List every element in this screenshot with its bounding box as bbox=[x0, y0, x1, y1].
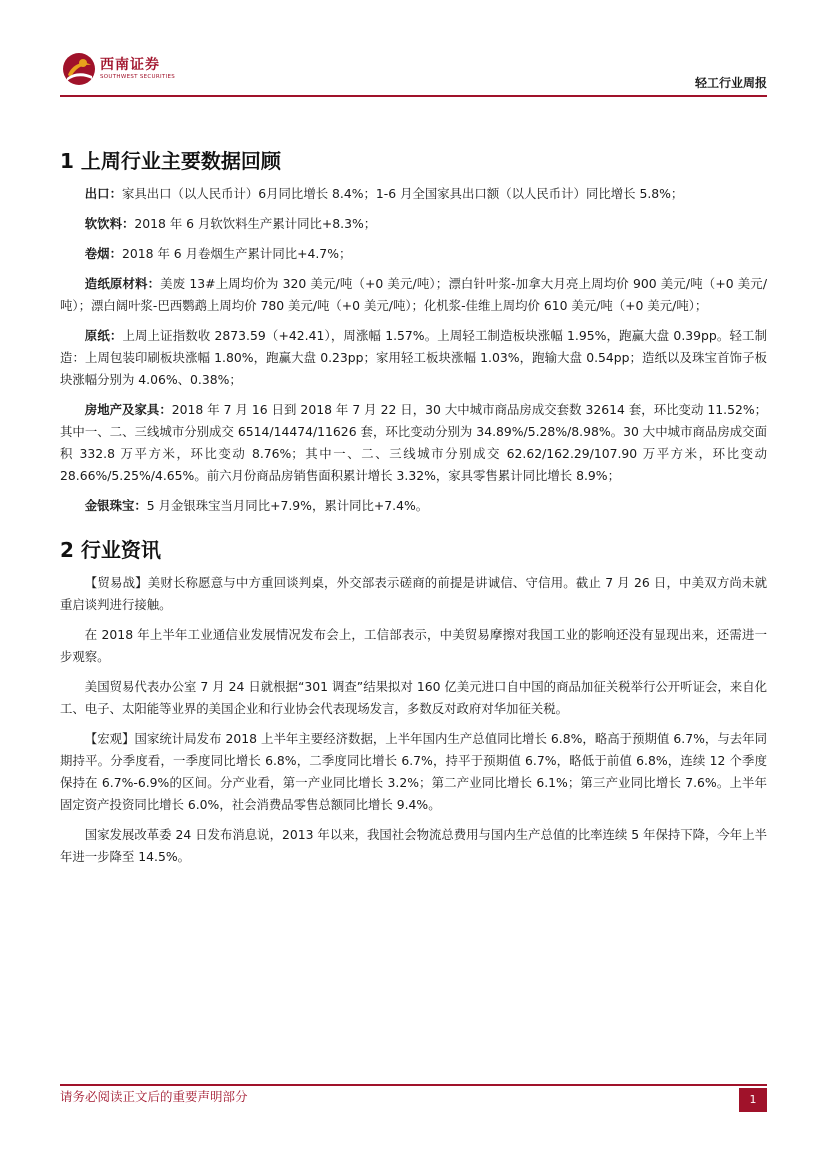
paragraph-ustr-hearing: 美国贸易代表办公室 7 月 24 日就根据“301 调查”结果拟对 160 亿美元进口自中国的商品加征关税举行公开听证会，来自化工、电子、太阳能等业界的美国企业和行业协会代表现场发言，多数反对政府对华加征关税。 bbox=[60, 679, 767, 716]
logo-english-name: SOUTHWEST SECURITIES bbox=[100, 74, 176, 80]
paragraph-real-estate-furniture bbox=[60, 399, 767, 487]
paragraph-logistics: 国家发展改革委 24 日发布消息说，2013 年以来，我国社会物流总费用与国内生产总值的比率连续 5 年保持下降，今年上半年进一步降至 14.5%。 bbox=[60, 827, 767, 864]
page-number: 1 bbox=[739, 1088, 767, 1112]
paragraph-miit: 在 2018 年上半年工业通信业发展情况发布会上，工信部表示，中美贸易摩擦对我国工业的影响还没有显现出来，还需进一步观察。 bbox=[60, 627, 767, 664]
paragraph-soft-drinks bbox=[60, 213, 767, 235]
logo-chinese-name: 西南证券 bbox=[100, 57, 160, 73]
paragraph-label: 房地产及家具： bbox=[84, 402, 172, 417]
paragraph-label: 软饮料： bbox=[84, 216, 135, 231]
header-divider bbox=[60, 95, 767, 97]
paragraph-text: 2018 年 6 月软饮料生产累计同比+8.3%； bbox=[134, 216, 377, 231]
paragraph-text: 美废 13#上周均价为 320 美元/吨（+0 美元/吨）；漂白针叶浆-加拿大月亮上周均价 900 美元/吨（+0 美元/吨）；漂白阔叶浆-巴西鹦鹉上周均价 780 美元/吨（+0 美元/吨）；化机浆-佳维上周均价 610 美元/吨（+0 美元/吨）； bbox=[60, 276, 767, 313]
paragraph-paper-raw-materials bbox=[60, 273, 767, 317]
paragraph-label: 造纸原材料： bbox=[84, 276, 161, 291]
paragraph-text: 家具出口（以人民币计）6月同比增长 8.4%；1-6 月全国家具出口额（以人民币计）同比增长 5.8%； bbox=[121, 186, 684, 201]
document-body bbox=[60, 146, 767, 876]
report-type-label: 轻工行业周报 bbox=[694, 76, 767, 90]
paragraph-text: 2018 年 7 月 16 日到 2018 年 7 月 22 日，30 大中城市商品房成交套数 32614 套，环比变动 11.52%；其中一、二、三线城市分别成交 6514/14474/11626 套，环比变动分别为 34.89%/5.28%/8.98%。30 大中城市商品房成交面积 332.8 万平方米，环比变动 8.76%；其中一、二、三线城市分别成交 62.62/162.29/107.90 万平方米，环比变动 28.66%/5.25%/4.65%。前六月份商品房销售面积累计增长 3.32%，家具零售累计同比增长 8.9%； bbox=[60, 402, 768, 483]
paragraph-trade-war: 【贸易战】美财长称愿意与中方重回谈判桌，外交部表示磋商的前提是讲诚信、守信用。截止 7 月 26 日，中美双方尚未就重启谈判进行接触。 bbox=[60, 575, 767, 612]
paragraph-base-paper bbox=[60, 325, 767, 391]
footer-divider bbox=[60, 1084, 767, 1086]
paragraph-label: 卷烟： bbox=[84, 246, 122, 261]
section-heading-data-review: 1 上周行业主要数据回顾 bbox=[60, 149, 281, 173]
paragraph-macro: 【宏观】国家统计局发布 2018 上半年主要经济数据，上半年国内生产总值同比增长 6.8%，略高于预期值 6.7%，与去年同期持平。分季度看，一季度同比增长 6.8%，二季度同比增长 6.7%，持平于预期值 6.7%，略低于前值 6.8%，连续 12 个季度保持在 6.7%-6.9%的区间。分产业看，第一产业同比增长 3.2%；第二产业同比增长 6.1%；第三产业同比增长 7.6%。上半年固定资产投资同比增长 6.0%，社会消费品零售总额同比增长 9.4%。 bbox=[60, 731, 767, 812]
paragraph-label: 出口： bbox=[84, 186, 122, 201]
paragraph-cigarettes bbox=[60, 243, 767, 265]
paragraph-label: 金银珠宝： bbox=[84, 498, 147, 513]
company-logo bbox=[62, 52, 192, 86]
section-heading-industry-news: 2 行业资讯 bbox=[60, 538, 161, 562]
page-header bbox=[0, 0, 827, 100]
logo-emblem-icon bbox=[62, 52, 96, 86]
paragraph-jewelry bbox=[60, 495, 767, 517]
paragraph-text: 2018 年 6 月卷烟生产累计同比+4.7%； bbox=[121, 246, 352, 261]
paragraph-text: 上周上证指数收 2873.59（+42.41），周涨幅 1.57%。上周轻工制造板块涨幅 1.95%，跑赢大盘 0.39pp。轻工制造：上周包装印刷板块涨幅 1.80%，跑赢大盘 0.23pp；家用轻工板块涨幅 1.03%，跑输大盘 0.54pp；造纸以及珠宝首饰子板块涨幅分别为 4.06%、0.38%； bbox=[60, 328, 767, 387]
paragraph-text: 5 月金银珠宝当月同比+7.9%，累计同比+7.4%。 bbox=[146, 498, 429, 513]
footer-disclaimer-note: 请务必阅读正文后的重要声明部分 bbox=[60, 1089, 248, 1104]
paragraph-export bbox=[60, 183, 767, 205]
paragraph-label: 原纸： bbox=[84, 328, 123, 343]
